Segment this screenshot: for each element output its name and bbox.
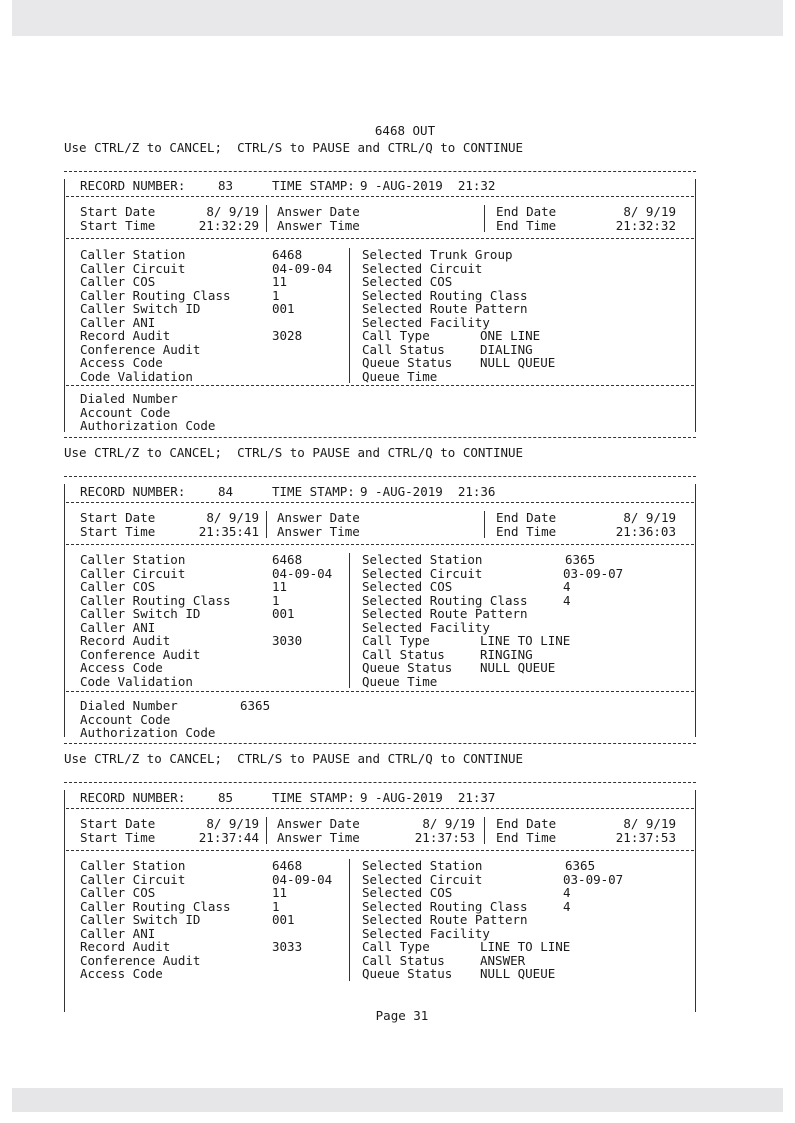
selected-circuit-value: 03-09-07: [563, 871, 624, 887]
scan-margin-bottom: [12, 1088, 783, 1112]
selected-station-label: Selected Station: [362, 552, 483, 567]
answer-date-label: Answer Date: [277, 816, 360, 831]
caller-cos-label: Caller COS: [80, 274, 156, 289]
caller-station-label: Caller Station: [80, 552, 186, 567]
record-number-value: 84: [218, 484, 234, 499]
call-type-label: Call Type: [362, 328, 430, 343]
start-time-label: Start Time: [80, 829, 156, 845]
selected-routing-class-label: Selected Routing Class: [362, 287, 528, 303]
account-code-label: Account Code: [80, 711, 171, 727]
authorization-code-label: Authorization Code: [80, 418, 216, 433]
caller-switch-id-label: Caller Switch ID: [80, 912, 201, 927]
column-divider: [349, 248, 350, 383]
selected-facility-label: Selected Facility: [362, 314, 490, 330]
caller-routing-class-label: Caller Routing Class: [80, 287, 231, 303]
start-date-value: 8/ 9/19: [206, 204, 259, 219]
record-audit-value: 3030: [272, 633, 303, 648]
end-date-value: 8/ 9/19: [623, 204, 676, 219]
answer-time-value: 21:37:53: [414, 829, 475, 845]
queue-status-label: Queue Status: [362, 355, 453, 370]
selected-route-pattern-label: Selected Route Pattern: [362, 301, 528, 316]
call-status-label: Call Status: [362, 341, 445, 357]
end-time-label: End Time: [496, 217, 557, 233]
caller-station-value: 6468: [272, 247, 303, 262]
caller-switch-id-value: 001: [272, 912, 295, 927]
start-date-label: Start Date: [80, 816, 156, 831]
selected-routing-class-value: 4: [563, 898, 571, 914]
record-audit-label: Record Audit: [80, 939, 171, 954]
end-date-label: End Date: [496, 204, 557, 219]
column-divider: [349, 859, 350, 981]
scan-margin-top: [12, 0, 783, 36]
caller-routing-class-value: 1: [272, 898, 280, 914]
selected-facility-label: Selected Facility: [362, 619, 490, 635]
caller-ani-label: Caller ANI: [80, 314, 156, 330]
selected-circuit-label: Selected Circuit: [362, 565, 483, 581]
selected-station-value: 6365: [565, 552, 596, 567]
selected-circuit-value: 03-09-07: [563, 565, 624, 581]
instructions-line: Use CTRL/Z to CANCEL; CTRL/S to PAUSE and CTRL/Q to CONTINUE: [64, 140, 524, 155]
caller-cos-label: Caller COS: [80, 885, 156, 900]
call-type-label: Call Type: [362, 939, 430, 954]
caller-switch-id-label: Caller Switch ID: [80, 606, 201, 621]
column-divider: [484, 205, 485, 232]
end-date-label: End Date: [496, 816, 557, 831]
separator: [66, 850, 694, 851]
caller-routing-class-label: Caller Routing Class: [80, 898, 231, 914]
record-audit-label: Record Audit: [80, 328, 171, 343]
separator: [66, 691, 694, 692]
column-divider: [484, 817, 485, 844]
conference-audit-label: Conference Audit: [80, 952, 201, 968]
start-date-value: 8/ 9/19: [206, 510, 259, 525]
column-divider: [266, 817, 267, 844]
record-number-label: RECORD NUMBER:: [80, 178, 186, 193]
call-type-value: ONE LINE: [480, 328, 541, 343]
caller-circuit-label: Caller Circuit: [80, 260, 186, 276]
queue-status-value: NULL QUEUE: [480, 660, 556, 675]
separator: [66, 544, 694, 545]
call-status-value: ANSWER: [480, 952, 526, 968]
selected-cos-label: Selected COS: [362, 885, 453, 900]
dialed-number-value: 6365: [240, 698, 271, 713]
end-time-label: End Time: [496, 523, 557, 539]
selected-cos-label: Selected COS: [362, 579, 453, 594]
start-date-label: Start Date: [80, 510, 156, 525]
separator: [64, 476, 696, 477]
record-number-label: RECORD NUMBER:: [80, 484, 186, 499]
call-status-value: RINGING: [480, 646, 533, 662]
end-time-value: 21:37:53: [615, 829, 676, 845]
start-time-label: Start Time: [80, 217, 156, 233]
report-station-title: 6468 OUT: [374, 123, 436, 138]
caller-station-label: Caller Station: [80, 858, 186, 873]
selected-routing-class-value: 4: [563, 592, 571, 608]
time-stamp-value: 9 -AUG-2019 21:32: [360, 178, 496, 193]
answer-time-label: Answer Time: [277, 217, 360, 233]
caller-routing-class-value: 1: [272, 287, 280, 303]
end-date-value: 8/ 9/19: [623, 816, 676, 831]
access-code-label: Access Code: [80, 660, 163, 675]
start-time-label: Start Time: [80, 523, 156, 539]
separator: [66, 808, 694, 809]
box-left-border: [64, 484, 65, 737]
start-time-value: 21:35:41: [198, 523, 259, 539]
answer-date-label: Answer Date: [277, 510, 360, 525]
caller-circuit-label: Caller Circuit: [80, 871, 186, 887]
call-type-value: LINE TO LINE: [480, 939, 571, 954]
time-stamp-label: TIME STAMP:: [272, 790, 355, 805]
caller-circuit-value: 04-09-04: [272, 565, 333, 581]
selected-facility-label: Selected Facility: [362, 925, 490, 941]
code-validation-label: Code Validation: [80, 673, 193, 689]
separator: [66, 385, 694, 386]
caller-circuit-value: 04-09-04: [272, 871, 333, 887]
end-time-label: End Time: [496, 829, 557, 845]
record-audit-value: 3033: [272, 939, 303, 954]
start-time-value: 21:32:29: [198, 217, 259, 233]
selected-station-label: Selected Station: [362, 858, 483, 873]
record-number-value: 85: [218, 790, 234, 805]
column-divider: [266, 511, 267, 538]
queue-time-label: Queue Time: [362, 673, 438, 689]
instructions-line: Use CTRL/Z to CANCEL; CTRL/S to PAUSE and CTRL/Q to CONTINUE: [64, 751, 524, 766]
time-stamp-value: 9 -AUG-2019 21:36: [360, 484, 496, 499]
selected-routing-class-label: Selected Routing Class: [362, 898, 528, 914]
end-time-value: 21:36:03: [615, 523, 676, 539]
queue-status-label: Queue Status: [362, 660, 453, 675]
caller-circuit-value: 04-09-04: [272, 260, 333, 276]
selected-route-pattern-label: Selected Route Pattern: [362, 912, 528, 927]
separator: [64, 437, 696, 438]
caller-station-value: 6468: [272, 858, 303, 873]
selected-cos-value: 4: [563, 885, 571, 900]
box-right-border: [695, 484, 696, 737]
time-stamp-value: 9 -AUG-2019 21:37: [360, 790, 496, 805]
record-number-label: RECORD NUMBER:: [80, 790, 186, 805]
selected-cos-label: Selected COS: [362, 274, 453, 289]
call-status-label: Call Status: [362, 952, 445, 968]
start-date-value: 8/ 9/19: [206, 816, 259, 831]
record-number-value: 83: [218, 178, 234, 193]
record-audit-value: 3028: [272, 328, 303, 343]
selected-routing-class-label: Selected Routing Class: [362, 592, 528, 608]
conference-audit-label: Conference Audit: [80, 646, 201, 662]
selected-circuit-label: Selected Circuit: [362, 871, 483, 887]
authorization-code-label: Authorization Code: [80, 725, 216, 740]
time-stamp-label: TIME STAMP:: [272, 484, 355, 499]
column-divider: [266, 205, 267, 232]
separator: [66, 196, 694, 197]
call-status-value: DIALING: [480, 341, 533, 357]
caller-cos-value: 11: [272, 274, 288, 289]
time-stamp-label: TIME STAMP:: [272, 178, 355, 193]
queue-status-value: NULL QUEUE: [480, 355, 556, 370]
separator: [64, 782, 696, 783]
start-time-value: 21:37:44: [198, 829, 259, 845]
caller-cos-value: 11: [272, 579, 288, 594]
caller-station-label: Caller Station: [80, 247, 186, 262]
dialed-number-label: Dialed Number: [80, 698, 178, 713]
box-right-border: [695, 179, 696, 432]
dialed-number-label: Dialed Number: [80, 391, 178, 406]
queue-status-label: Queue Status: [362, 966, 453, 981]
caller-routing-class-value: 1: [272, 592, 280, 608]
account-code-label: Account Code: [80, 404, 171, 420]
call-status-label: Call Status: [362, 646, 445, 662]
answer-time-label: Answer Time: [277, 523, 360, 539]
page-number: Page 31: [375, 1008, 429, 1023]
access-code-label: Access Code: [80, 966, 163, 981]
start-date-label: Start Date: [80, 204, 156, 219]
end-time-value: 21:32:32: [615, 217, 676, 233]
separator: [66, 502, 694, 503]
separator: [64, 171, 696, 172]
box-right-border: [695, 790, 696, 1012]
code-validation-label: Code Validation: [80, 368, 193, 384]
answer-time-label: Answer Time: [277, 829, 360, 845]
queue-time-label: Queue Time: [362, 368, 438, 384]
caller-switch-id-value: 001: [272, 606, 295, 621]
call-type-value: LINE TO LINE: [480, 633, 571, 648]
separator: [66, 238, 694, 239]
answer-date-label: Answer Date: [277, 204, 360, 219]
caller-routing-class-label: Caller Routing Class: [80, 592, 231, 608]
column-divider: [484, 511, 485, 538]
selected-trunk-group-label: Selected Trunk Group: [362, 247, 513, 262]
box-left-border: [64, 790, 65, 1012]
caller-cos-label: Caller COS: [80, 579, 156, 594]
selected-circuit-label: Selected Circuit: [362, 260, 483, 276]
instructions-line: Use CTRL/Z to CANCEL; CTRL/S to PAUSE and CTRL/Q to CONTINUE: [64, 445, 524, 460]
call-type-label: Call Type: [362, 633, 430, 648]
caller-ani-label: Caller ANI: [80, 619, 156, 635]
queue-status-value: NULL QUEUE: [480, 966, 556, 981]
box-left-border: [64, 179, 65, 432]
answer-date-value: 8/ 9/19: [422, 816, 475, 831]
end-date-value: 8/ 9/19: [623, 510, 676, 525]
conference-audit-label: Conference Audit: [80, 341, 201, 357]
column-divider: [349, 553, 350, 688]
selected-station-value: 6365: [565, 858, 596, 873]
caller-circuit-label: Caller Circuit: [80, 565, 186, 581]
caller-station-value: 6468: [272, 552, 303, 567]
selected-route-pattern-label: Selected Route Pattern: [362, 606, 528, 621]
selected-cos-value: 4: [563, 579, 571, 594]
caller-switch-id-value: 001: [272, 301, 295, 316]
caller-ani-label: Caller ANI: [80, 925, 156, 941]
separator: [64, 743, 696, 744]
caller-cos-value: 11: [272, 885, 288, 900]
record-audit-label: Record Audit: [80, 633, 171, 648]
caller-switch-id-label: Caller Switch ID: [80, 301, 201, 316]
access-code-label: Access Code: [80, 355, 163, 370]
end-date-label: End Date: [496, 510, 557, 525]
